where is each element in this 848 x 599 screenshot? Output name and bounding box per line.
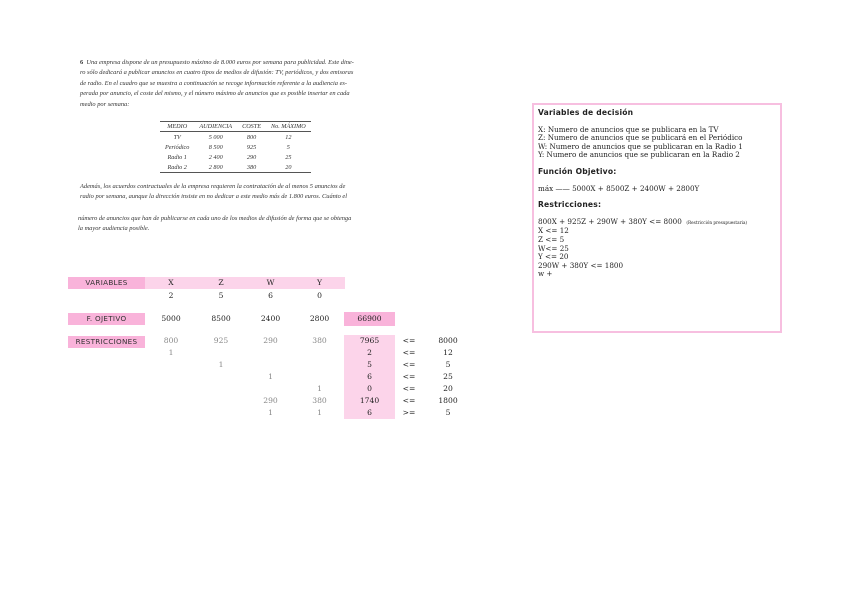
table-cell: Radio 2 (160, 162, 194, 173)
var-value-y[interactable]: 0 (317, 291, 322, 300)
res-title: Restricciones: (538, 200, 602, 210)
table-cell: 12 (285, 133, 292, 141)
res-line (538, 218, 776, 228)
restriction-lhs[interactable]: 6 (367, 408, 372, 417)
media-table-header (160, 122, 311, 132)
restriction-rhs[interactable]: 12 (443, 348, 453, 357)
table-row (160, 152, 311, 162)
obj-expr: máx —— 5000X + 8500Z + 2400W + 2800Y (538, 183, 700, 193)
restriction-coef[interactable] (196, 371, 246, 383)
restriction-rhs[interactable]: 20 (443, 384, 453, 393)
restriction-coef[interactable]: 1 (268, 408, 273, 417)
restriction-coef[interactable] (196, 347, 246, 359)
model-panel (532, 103, 782, 333)
var-value-z[interactable]: 5 (218, 291, 224, 300)
restriction-rhs[interactable]: 5 (445, 408, 451, 417)
objective-label: F. OJETIVO (68, 313, 145, 325)
objective-coef-w[interactable]: 2400 (260, 314, 281, 323)
restriction-coef[interactable] (196, 383, 246, 395)
col-header: COSTE (237, 122, 266, 132)
restriction-rhs[interactable]: 1800 (438, 396, 458, 405)
table-cell: 5 000 (208, 133, 223, 141)
table-cell: TV (173, 133, 181, 141)
problem-line: ro sólo dedicará a publicar anuncios en cuatro tipos de medios de difusión: TV, periódicos, y dos emisoras (80, 69, 354, 77)
restriction-coef[interactable] (246, 359, 295, 371)
restriction-operator[interactable]: <= (402, 336, 416, 345)
var-desc: Y: Numero de anuncios que se publicaran en la Radio 2 (538, 150, 740, 160)
problem-number: 6 (80, 59, 84, 66)
restriction-operator[interactable]: <= (402, 396, 416, 405)
table-cell: 800 (246, 133, 257, 141)
problem-line: radio por semana, aunque la dirección insiste en no dedicar a este medio más de 1.800 euros. Cuánto el (80, 193, 348, 201)
var-name-z: Z (218, 278, 224, 287)
table-row (160, 132, 311, 143)
restriction-operator[interactable]: <= (402, 384, 416, 393)
restriction-coef[interactable]: 1 (168, 348, 174, 357)
restriction-operator[interactable]: >= (402, 408, 416, 417)
table-cell: 380 (237, 162, 266, 173)
col-header: AUDIENCIA (194, 122, 237, 132)
objective-value[interactable]: 66900 (344, 312, 395, 326)
variables-label: VARIABLES (68, 277, 145, 289)
restriction-coef[interactable]: 1 (218, 360, 224, 369)
res-line: 290W + 380Y <= 1800 (538, 260, 624, 270)
restriction-coef[interactable] (146, 383, 196, 395)
var-name-y: Y (316, 278, 322, 287)
table-cell: 925 (246, 143, 257, 151)
restriction-coef[interactable]: 925 (213, 336, 229, 345)
restriction-rhs[interactable]: 5 (445, 360, 451, 369)
objective-coef-y[interactable]: 2800 (309, 314, 330, 323)
table-cell: 2 400 (208, 153, 223, 161)
res-line: W<= 25 (538, 243, 569, 253)
objective-coef-x[interactable]: 5000 (161, 314, 181, 323)
problem-line: de radio. En el cuadro que se muestra a continuación se recoge información referente a la audiencia es- (80, 79, 348, 87)
table-row (160, 142, 311, 152)
table-cell: 25 (285, 153, 292, 161)
res-first: 800X + 925Z + 290W + 380Y <= 8000 (538, 216, 682, 226)
restriction-coef[interactable] (246, 383, 295, 395)
problem-line: Una empresa dispone de un presupuesto máximo de 8.000 euros por semana para publicidad. Este dine- (86, 59, 354, 66)
col-header: MEDIO (160, 122, 194, 132)
restriction-coef[interactable]: 380 (312, 336, 327, 345)
restriction-operator[interactable]: <= (402, 348, 416, 357)
restriction-lhs[interactable]: 7965 (359, 336, 380, 345)
res-note: (Restricción presupuestaria) (686, 219, 748, 225)
restriction-coef[interactable] (246, 347, 295, 359)
res-line: Z <= 5 (538, 234, 565, 244)
problem-line: medio por semana: (80, 100, 130, 108)
objective-coef-z[interactable]: 8500 (211, 314, 231, 323)
restriction-coef[interactable]: 380 (312, 396, 327, 405)
var-value-w[interactable]: 6 (268, 291, 273, 300)
var-name-x: X (168, 278, 174, 287)
restriction-operator[interactable]: <= (402, 360, 416, 369)
problem-line: Además, los acuerdos contractuales de la empresa requieren la contratación de al menos 5 anuncios de (80, 183, 346, 190)
table-cell: 20 (266, 162, 311, 173)
restriction-rhs[interactable]: 25 (443, 372, 453, 381)
restriction-lhs[interactable]: 6 (367, 372, 372, 381)
res-line: X <= 12 (538, 226, 569, 236)
restriction-coef[interactable] (146, 395, 196, 407)
restriction-lhs[interactable]: 1740 (359, 396, 380, 405)
restriction-rhs[interactable]: 8000 (438, 336, 458, 345)
restriction-coef[interactable] (295, 359, 344, 371)
var-desc: W: Numero de anuncios que se publicaran en la Radio 1 (538, 141, 743, 151)
restriction-lhs[interactable]: 2 (367, 348, 372, 357)
restriction-lhs[interactable]: 5 (367, 360, 372, 369)
res-line: Y <= 20 (538, 252, 569, 262)
restriction-coef[interactable] (295, 371, 344, 383)
table-row (160, 162, 311, 173)
table-cell: 290 (246, 153, 257, 161)
table-cell: 2 800 (194, 162, 237, 173)
restriction-coef[interactable]: 290 (263, 336, 278, 345)
media-table (160, 121, 311, 173)
var-value-x[interactable]: 2 (168, 291, 174, 300)
restriction-coef[interactable]: 290 (263, 396, 278, 405)
obj-title: Función Objetivo: (538, 166, 617, 176)
restriction-coef[interactable]: 800 (163, 336, 179, 345)
restriction-coef[interactable] (146, 371, 196, 383)
var-name-w: W (266, 278, 275, 287)
restriction-lhs[interactable]: 0 (367, 384, 372, 393)
restriction-operator[interactable]: <= (402, 372, 416, 381)
var-desc: X: Numero de anuncios que se publicara en la TV (538, 124, 719, 134)
restriction-coef[interactable] (295, 347, 344, 359)
problem-line: perada por anuncio, el coste del mismo, y el número máximo de anuncios que es posible insertar en cada (80, 90, 350, 98)
table-cell: 8 500 (208, 143, 223, 151)
var-desc: Z: Numero de anuncios que se publicará en el Periódico (538, 133, 743, 143)
restriction-coef[interactable] (146, 407, 196, 419)
res-line: w + (538, 269, 553, 279)
restriction-coef[interactable]: 1 (268, 372, 273, 381)
problem-line: número de anuncios que han de publicarse en cada uno de los medios de difusión de forma que se obtenga (78, 215, 352, 222)
restriction-coef[interactable] (196, 407, 246, 419)
col-header: No. MÁXIMO (266, 122, 311, 132)
table-cell: 5 (286, 143, 290, 151)
restriction-coef[interactable] (196, 395, 246, 407)
vars-title: Variables de decisión (538, 108, 634, 117)
problem-paragraph-2 (80, 182, 410, 203)
problem-line: la mayor audiencia posible. (78, 225, 150, 233)
table-cell: Periódico (165, 143, 190, 151)
problem-paragraph-3 (78, 214, 412, 235)
table-cell: Radio 1 (167, 153, 187, 161)
problem-statement (80, 58, 410, 110)
restrictions-label: RESTRICCIONES (68, 336, 145, 348)
restriction-coef[interactable] (146, 359, 196, 371)
restriction-coef[interactable]: 1 (317, 408, 322, 417)
restriction-coef[interactable]: 1 (317, 384, 322, 393)
